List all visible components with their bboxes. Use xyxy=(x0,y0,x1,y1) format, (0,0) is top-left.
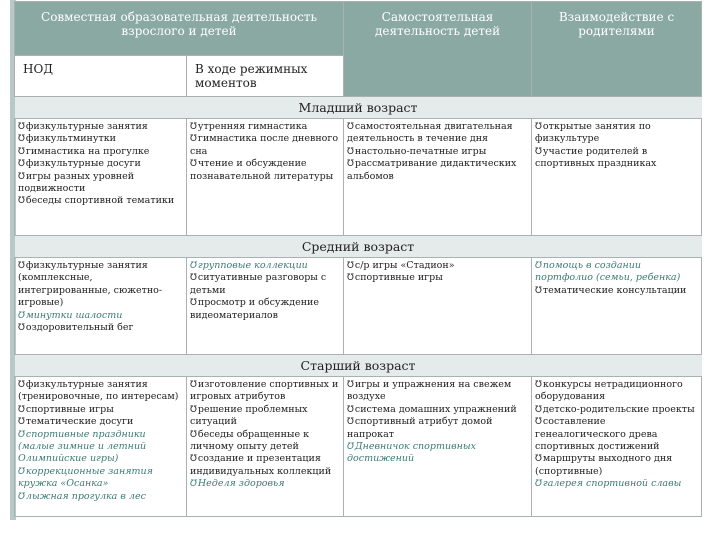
bullet-icon: Ʊ xyxy=(190,159,197,170)
header-joint-activity: Совместная образовательная деятельность взрослого и детей xyxy=(15,2,344,56)
list-item: Ʊспортивные игры xyxy=(18,403,114,415)
list-item: Ʊучастие родителей в спортивных праздниках xyxy=(535,145,657,170)
bullet-icon: Ʊ xyxy=(347,146,354,157)
list-item: Ʊтематические досуги xyxy=(18,416,134,428)
list-item-highlight: Ʊкоррекционные занятия кружка «Осанка» xyxy=(18,465,153,490)
bullet-icon: Ʊ xyxy=(535,417,542,428)
section-senior: Старший возраст xyxy=(15,355,702,377)
bullet-icon: Ʊ xyxy=(18,429,25,440)
bullet-icon: Ʊ xyxy=(535,261,542,271)
list-item: Ʊсоставление генеалогического древа спортивных достижений xyxy=(535,416,660,453)
list-item: Ʊс/р игры «Стадион» xyxy=(347,260,455,271)
list-item: Ʊфизкультурные занятия (тренировочные, по интересам) xyxy=(18,379,179,403)
bullet-icon: Ʊ xyxy=(190,404,197,415)
section-middle: Средний возраст xyxy=(15,236,702,258)
bullet-icon: Ʊ xyxy=(190,479,197,490)
list-item: Ʊдетско-родительские проекты xyxy=(535,403,695,415)
junior-col1 xyxy=(15,119,187,236)
bullet-icon: Ʊ xyxy=(18,380,25,390)
subheader-routine-moments: В ходе режимных моментов xyxy=(187,56,344,97)
middle-col1 xyxy=(15,258,187,355)
bullet-icon: Ʊ xyxy=(190,261,197,271)
list-item: Ʊсоздание и презентация индивидуальных коллекций xyxy=(190,453,332,477)
bullet-icon: Ʊ xyxy=(18,404,25,415)
bullet-icon: Ʊ xyxy=(347,122,354,132)
bullet-icon: Ʊ xyxy=(347,417,354,428)
middle-col3 xyxy=(344,258,532,355)
list-item: Ʊмаршруты выходного дня (спортивные) xyxy=(535,453,673,477)
list-item: Ʊпросмотр и обсуждение видеоматериалов xyxy=(190,297,320,321)
bullet-icon: Ʊ xyxy=(18,134,25,145)
senior-col1 xyxy=(15,377,187,517)
senior-col3 xyxy=(344,377,532,517)
senior-col2 xyxy=(187,377,344,517)
list-item: Ʊспортивный атрибут домой напрокат xyxy=(347,416,493,440)
bullet-icon: Ʊ xyxy=(190,298,197,309)
bullet-icon: Ʊ xyxy=(18,417,25,428)
list-item-highlight: Ʊспортивные праздники (малые зимние и летний Олимпийские игры) xyxy=(18,428,147,465)
bullet-icon: Ʊ xyxy=(18,159,25,170)
subheader-nod: НОД xyxy=(15,56,187,97)
bullet-icon: Ʊ xyxy=(190,122,197,132)
list-item: Ʊоздоровительный бег xyxy=(18,322,134,334)
list-item: Ʊконкурсы нетрадиционного оборудования xyxy=(535,379,683,403)
bullet-icon: Ʊ xyxy=(535,454,542,465)
bullet-icon: Ʊ xyxy=(347,442,354,453)
bullet-icon: Ʊ xyxy=(347,404,354,415)
bullet-icon: Ʊ xyxy=(18,466,25,477)
list-item-highlight: ƱНеделя здоровья xyxy=(190,478,285,490)
bullet-icon: Ʊ xyxy=(190,454,197,465)
list-item: Ʊигры и упражнения на свежем воздухе xyxy=(347,379,512,403)
bullet-icon: Ʊ xyxy=(535,479,542,490)
list-item: Ʊгимнастика на прогулке xyxy=(18,145,150,157)
header-independent-activity: Самостоятельная деятельность детей xyxy=(344,2,532,97)
bullet-icon: Ʊ xyxy=(535,404,542,415)
bullet-icon: Ʊ xyxy=(18,122,25,132)
bullet-icon: Ʊ xyxy=(190,273,197,284)
list-item-highlight: Ʊминутки шалости xyxy=(18,309,123,321)
list-item: Ʊспортивные игры xyxy=(347,272,443,284)
list-item: Ʊизготовление спортивных и игровых атрибутов xyxy=(190,379,339,403)
bullet-icon: Ʊ xyxy=(190,429,197,440)
bullet-icon: Ʊ xyxy=(347,159,354,170)
junior-col4 xyxy=(532,119,702,236)
list-item: Ʊтематические консультации xyxy=(535,284,687,296)
list-item: Ʊфизкультурные занятия xyxy=(18,121,148,132)
list-item: Ʊсистема домашних упражнений xyxy=(347,403,517,415)
list-item-highlight: Ʊлыжная прогулка в лес xyxy=(18,490,146,502)
list-item: Ʊгимнастика после дневного сна xyxy=(190,133,339,157)
list-item: Ʊигры разных уровней подвижности xyxy=(18,170,135,195)
bullet-icon: Ʊ xyxy=(190,134,197,145)
list-item: Ʊчтение и обсуждение познавательной литературы xyxy=(190,158,334,182)
activity-table xyxy=(14,1,702,517)
bullet-icon: Ʊ xyxy=(18,310,25,321)
list-item: Ʊситуативные разговоры с детьми xyxy=(190,272,327,296)
bullet-icon: Ʊ xyxy=(190,380,197,390)
list-item: Ʊсамостоятельная двигательная деятельность в течение дня xyxy=(347,121,513,145)
header-parents-interaction: Взаимодействие с родителями xyxy=(532,2,702,97)
bullet-icon: Ʊ xyxy=(347,273,354,284)
list-item: Ʊбеседы обращенные к личному опыту детей xyxy=(190,428,310,453)
list-item: Ʊнастольно-печатные игры xyxy=(347,145,487,157)
bullet-icon: Ʊ xyxy=(535,122,542,132)
list-item-highlight: Ʊгалерея спортивной славы xyxy=(535,478,682,490)
middle-col4 xyxy=(532,258,702,355)
bullet-icon: Ʊ xyxy=(347,380,354,390)
list-item-highlight: Ʊгрупповые коллекции xyxy=(190,260,308,271)
list-item-highlight: Ʊпомощь в создании портфолио (семьи, ребенка) xyxy=(535,260,681,284)
bullet-icon: Ʊ xyxy=(535,146,542,157)
bullet-icon: Ʊ xyxy=(18,146,25,157)
section-junior: Младший возраст xyxy=(15,97,702,119)
list-item: Ʊфизкультурные занятия (комплексные, интегрированные, сюжетно-игровые) xyxy=(18,260,163,309)
bullet-icon: Ʊ xyxy=(18,491,25,502)
list-item: Ʊбеседы спортивной тематики xyxy=(18,195,175,207)
bullet-icon: Ʊ xyxy=(18,171,25,182)
bullet-icon: Ʊ xyxy=(535,285,542,296)
list-item: Ʊфизкультминутки xyxy=(18,133,116,145)
bullet-icon: Ʊ xyxy=(18,323,25,334)
bullet-icon: Ʊ xyxy=(18,261,25,271)
senior-col4 xyxy=(532,377,702,517)
list-item: Ʊрешение проблемных ситуаций xyxy=(190,403,308,428)
list-item-highlight: ƱДневничок спортивных достижений xyxy=(347,441,476,465)
middle-col2 xyxy=(187,258,344,355)
list-item: Ʊутренняя гимнастика xyxy=(190,121,308,132)
list-item: Ʊрассматривание дидактических альбомов xyxy=(347,158,517,182)
list-item: Ʊоткрытые занятия по физкультуре xyxy=(535,121,651,145)
bullet-icon: Ʊ xyxy=(535,380,542,390)
junior-col3 xyxy=(344,119,532,236)
bullet-icon: Ʊ xyxy=(347,261,354,271)
list-item: Ʊфизкультурные досуги xyxy=(18,158,141,170)
junior-col2 xyxy=(187,119,344,236)
bullet-icon: Ʊ xyxy=(18,196,25,207)
